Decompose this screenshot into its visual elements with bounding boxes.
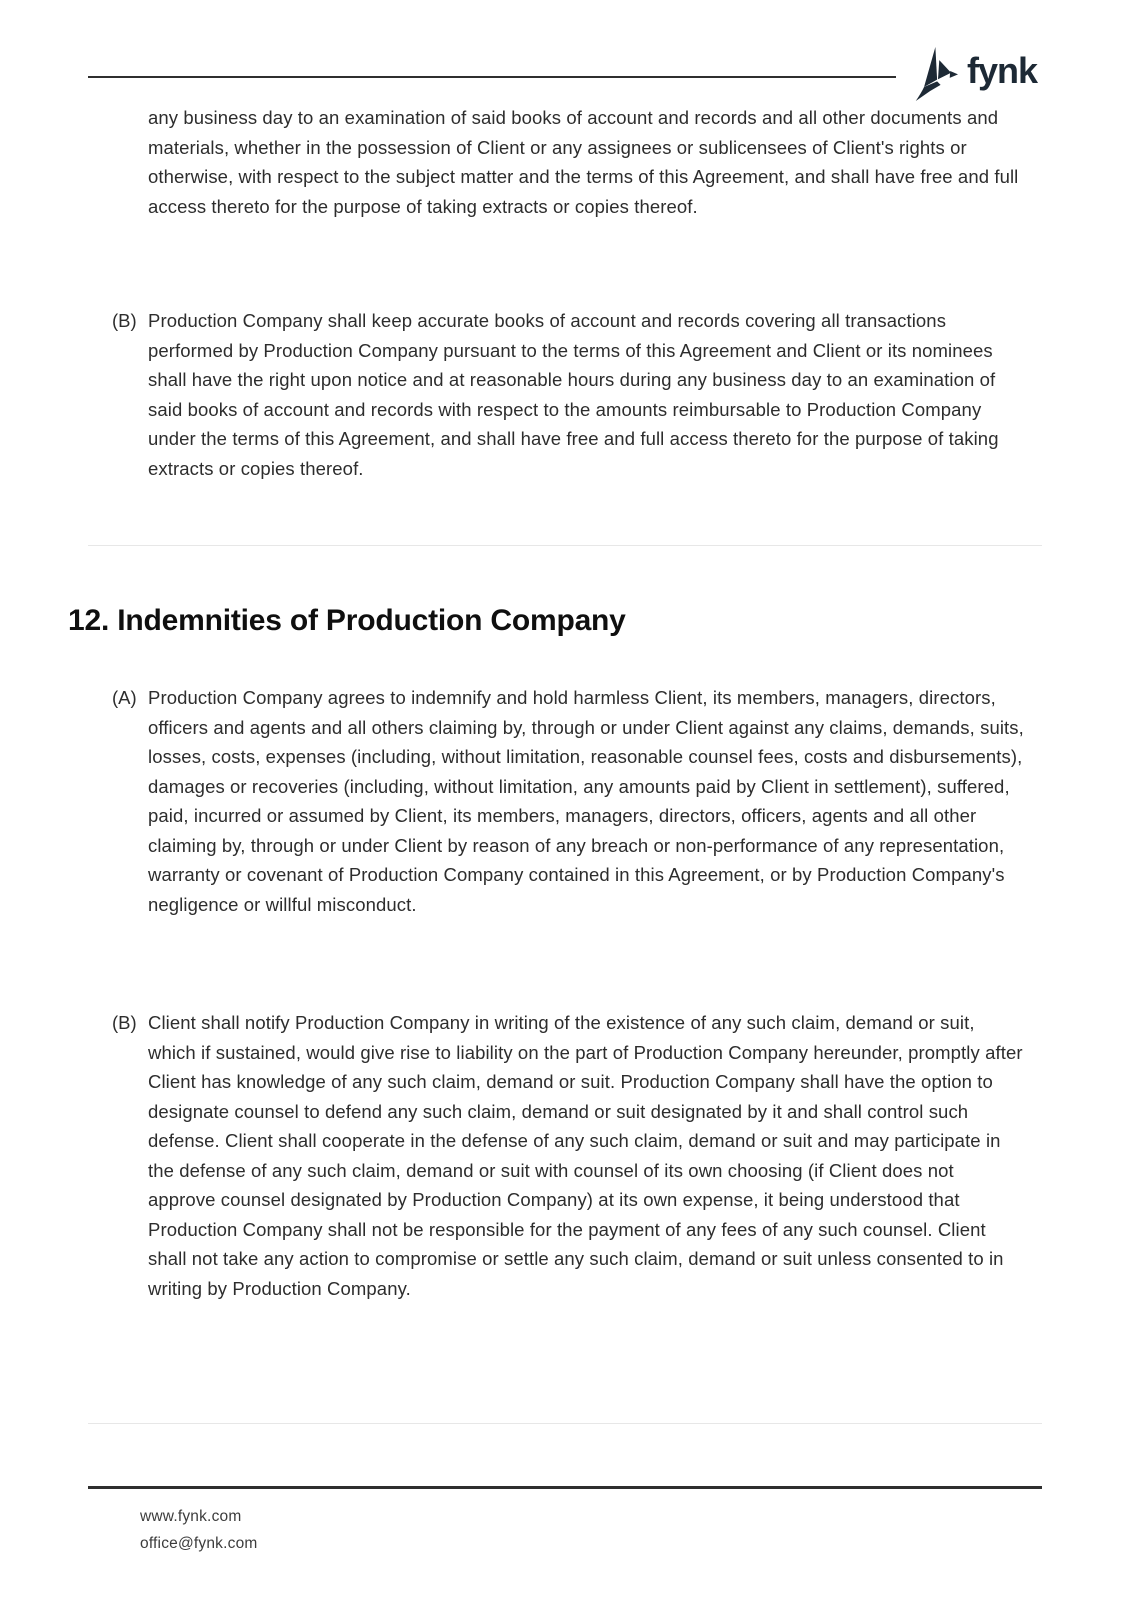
list-marker-b: (B)	[112, 310, 137, 331]
header-divider-line	[88, 76, 896, 78]
fynk-bird-icon	[911, 45, 958, 103]
list-item-indemnity-a	[112, 683, 1024, 919]
section-top-divider	[88, 545, 1042, 546]
list-item-text: Production Company shall keep accurate books of account and records covering all transactions performed by Production Company pursuant to the terms of this Agreement and Client or its nominees shall have the right upon notice and at reasonable hours during any business day to an examination of said books of account and records with respect to the amounts reimbursable to Production Company under the terms of this Agreement, and shall have free and full access thereto for the purpose of taking extracts or copies thereof.	[148, 310, 999, 479]
footer-website: www.fynk.com	[140, 1508, 242, 1525]
footer-rule-line	[88, 1486, 1042, 1489]
list-item-books-records	[112, 306, 1024, 483]
fynk-logo	[911, 45, 1037, 103]
page-footer	[140, 1503, 258, 1557]
footer-email: office@fynk.com	[140, 1535, 258, 1552]
list-marker-b: (B)	[112, 1012, 137, 1033]
list-item-text: Client shall notify Production Company in writing of the existence of any such claim, demand or suit, which if sustained, would give rise to liability on the part of Production Company hereunder, promptly after Client has knowledge of any such claim, demand or suit. Production Company shall have the option to designate counsel to defend any such claim, demand or suit designated by it and shall control such defense. Client shall cooperate in the defense of any such claim, demand or suit and may participate in the defense of any such claim, demand or suit with counsel of its own choosing (if Client does not approve counsel designated by Production Company) at its own expense, it being understood that Production Company shall not be responsible for the payment of any fees of any such counsel. Client shall not take any action to compromise or settle any such claim, demand or suit unless consented to in writing by Production Company.	[148, 1012, 1023, 1299]
footer-top-divider	[88, 1423, 1042, 1424]
section-heading: 12. Indemnities of Production Company	[68, 604, 626, 637]
list-item-text: Production Company agrees to indemnify and hold harmless Client, its members, managers, directors, officers and agents and all others claiming by, through or under Client against any claims, demands, suits, losses, costs, expenses (including, without limitation, reasonable counsel fees, costs and disbursements), damages or recoveries (including, without limitation, any amounts paid by Client in settlement), suffered, paid, incurred or assumed by Client, its members, managers, directors, officers, agents and all other claiming by, through or under Client by reason of any breach or non-performance of any representation, warranty or covenant of Production Company contained in this Agreement, or by Production Company's negligence or willful misconduct.	[148, 687, 1024, 915]
list-item-indemnity-b	[112, 1008, 1024, 1303]
paragraph-continuation: any business day to an examination of said books of account and records and all other documents and materials, whether in the possession of Client or any assignees or sublicensees of Client's rights or otherwise, with respect to the subject matter and the terms of this Agreement, and shall have free and full access thereto for the purpose of taking extracts or copies thereof.	[148, 107, 1019, 217]
list-marker-a: (A)	[112, 687, 137, 708]
brand-wordmark: fynk	[967, 50, 1038, 91]
